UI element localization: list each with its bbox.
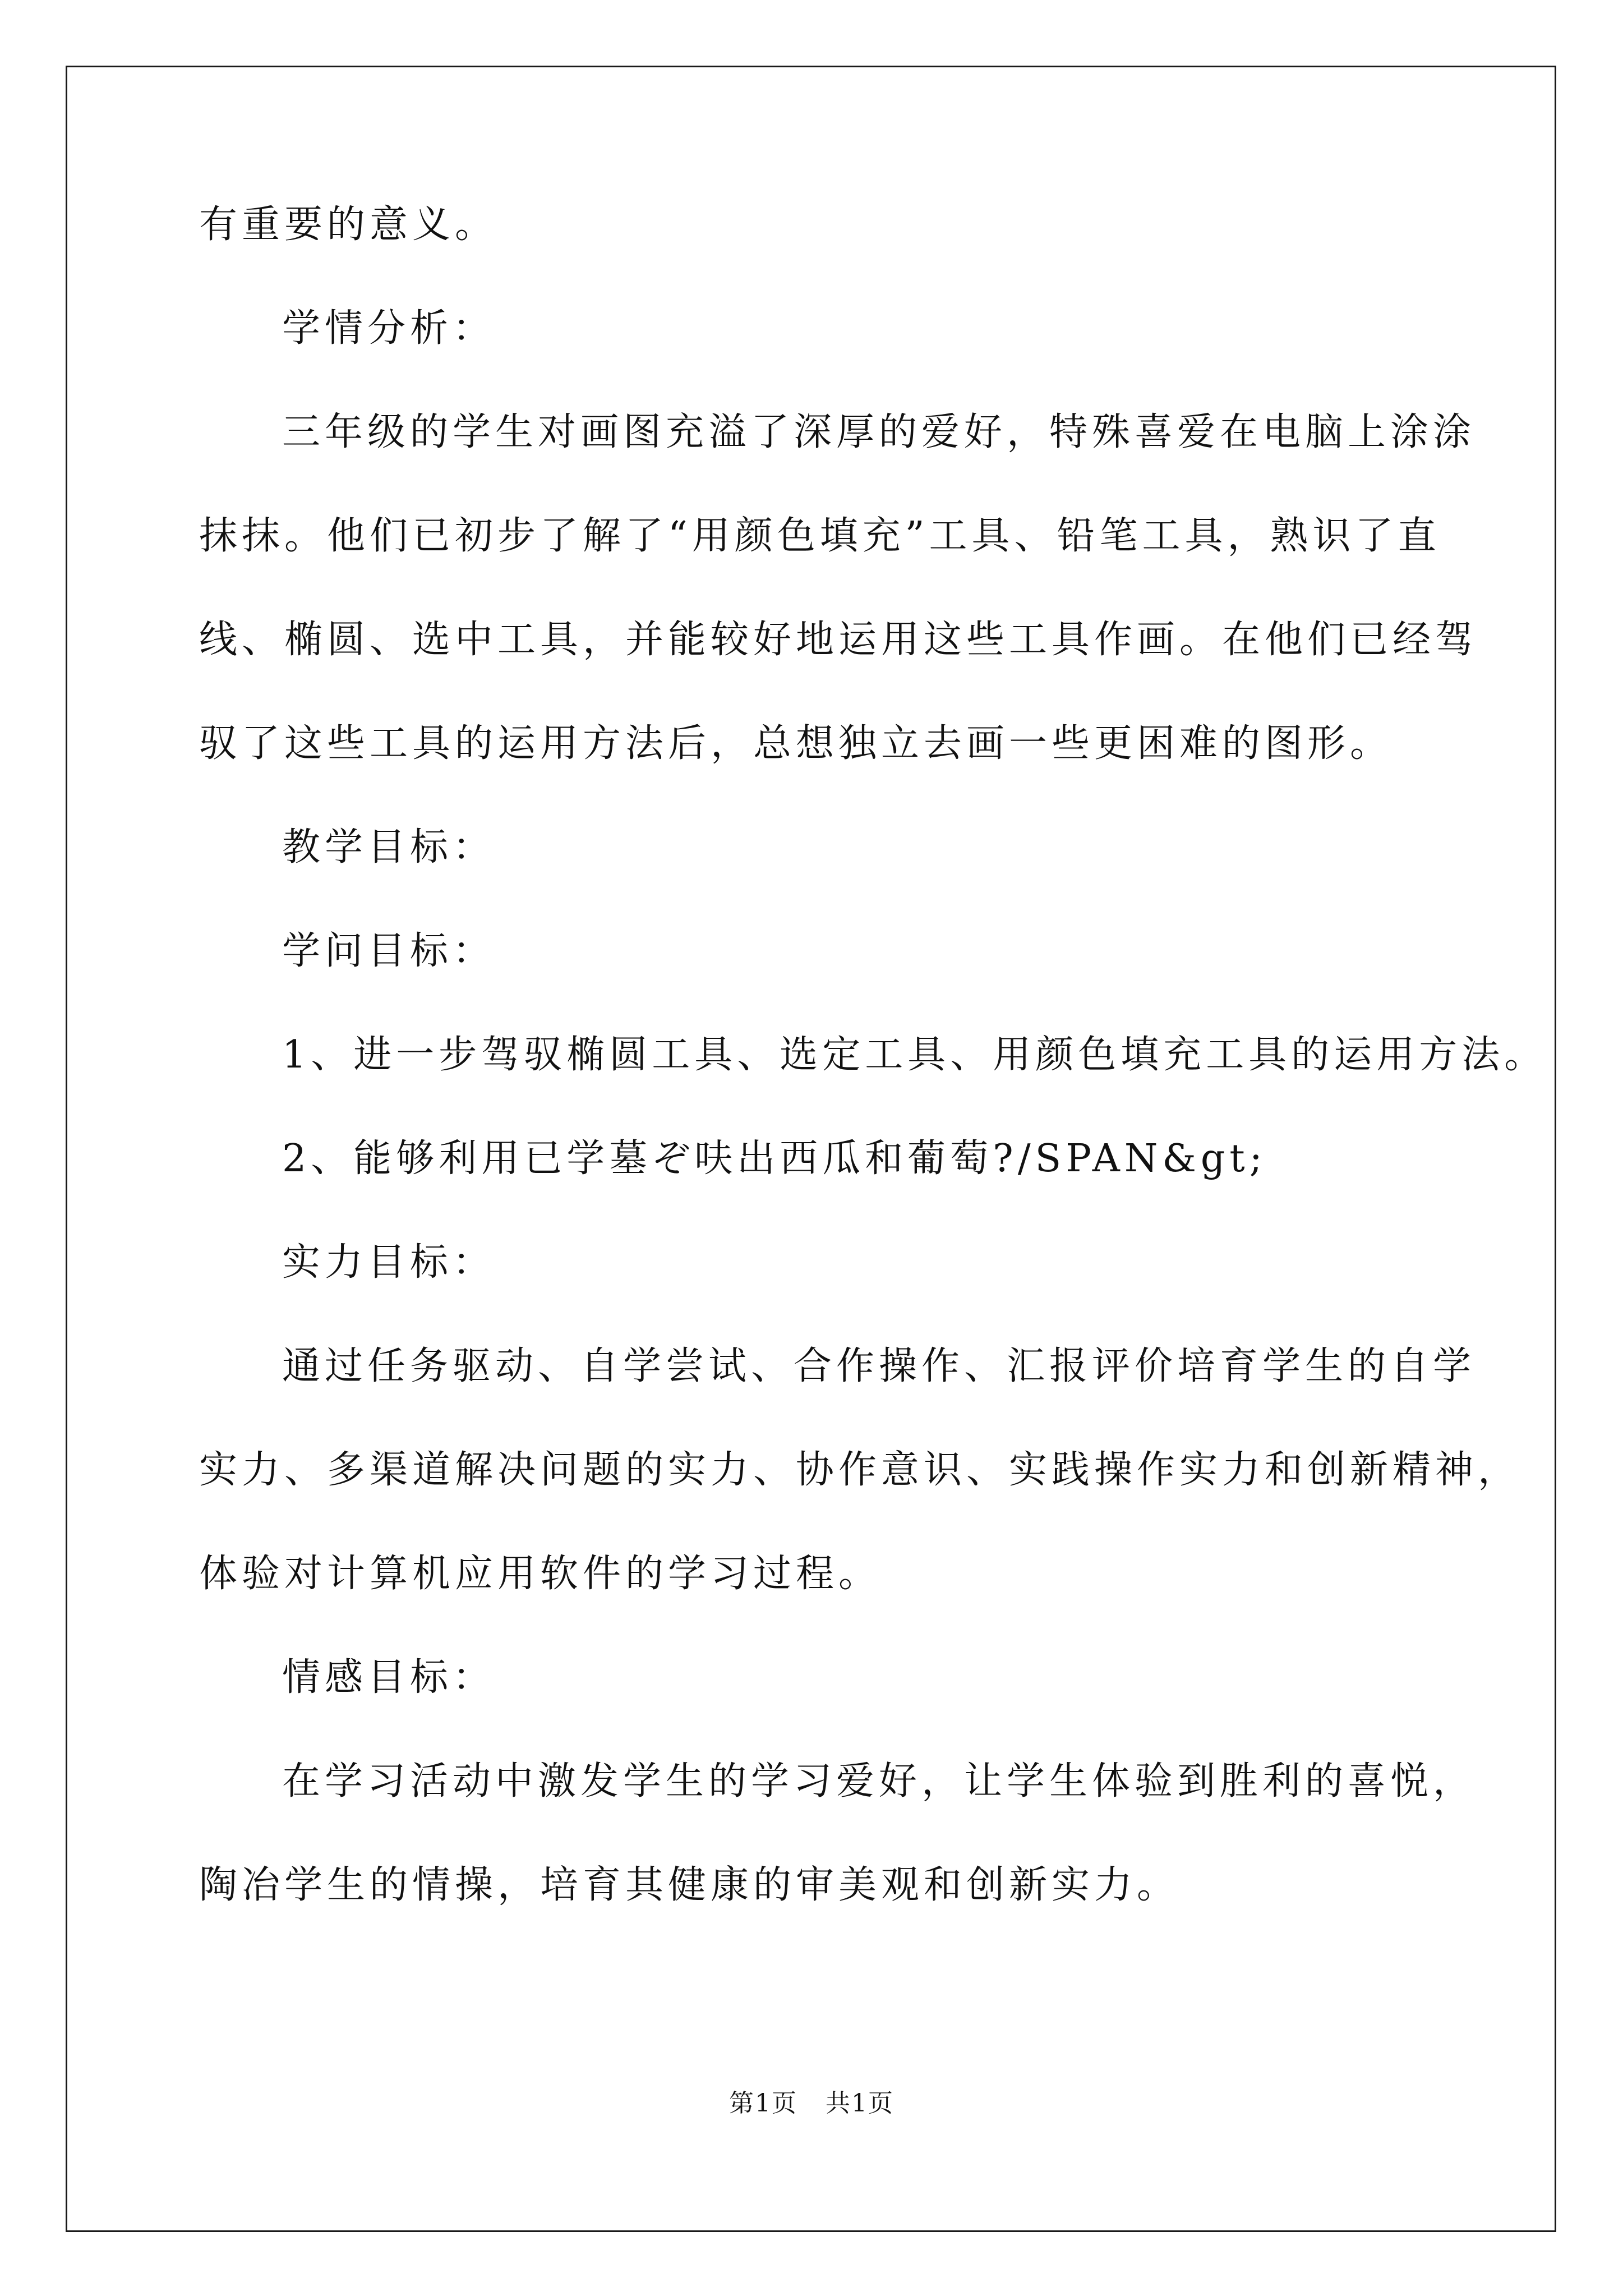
list-item: 2、能够利用已学墓ぞ呋出西瓜和葡萄?/SPAN&gt; xyxy=(282,1137,1267,1181)
paragraph-line: 陶冶学生的情操，培育其健康的审美观和创新实力。 xyxy=(199,1863,1180,1907)
page-number-total: 共1页 xyxy=(826,2089,894,2118)
section-heading: 情感目标： xyxy=(282,1655,496,1700)
paragraph-line: 在学习活动中激发学生的学习爱好，让学生体验到胜利的喜悦， xyxy=(282,1759,1476,1803)
section-heading: 学问目标： xyxy=(282,929,496,973)
section-heading: 学情分析： xyxy=(282,306,496,351)
paragraph-line: 线、椭圆、选中工具，并能较好地运用这些工具作画。在他们已经驾 xyxy=(199,618,1478,662)
page-footer xyxy=(0,2087,1623,2120)
section-heading: 教学目标： xyxy=(282,825,496,869)
paragraph-line: 实力、多渠道解决问题的实力、协作意识、实践操作实力和创新精神， xyxy=(199,1448,1521,1492)
paragraph-line: 驭了这些工具的运用方法后，总想独立去画一些更困难的图形。 xyxy=(199,721,1393,766)
paragraph-line: 有重要的意义。 xyxy=(199,203,498,247)
section-heading: 实力目标： xyxy=(282,1240,496,1285)
list-item: 1、进一步驾驭椭圆工具、选定工具、用颜色填充工具的运用方法。 xyxy=(282,1033,1547,1077)
paragraph-line: 三年级的学生对画图充溢了深厚的爱好，特殊喜爱在电脑上涂涂 xyxy=(282,410,1476,454)
paragraph-line: 通过任务驱动、自学尝试、合作操作、汇报评价培育学生的自学 xyxy=(282,1344,1476,1388)
paragraph-line: 体验对计算机应用软件的学习过程。 xyxy=(199,1552,882,1596)
paragraph-line: 抹抹。他们已初步了解了“用颜色填充”工具、铅笔工具，熟识了直 xyxy=(199,514,1441,558)
page-number-current: 第1页 xyxy=(729,2089,797,2118)
